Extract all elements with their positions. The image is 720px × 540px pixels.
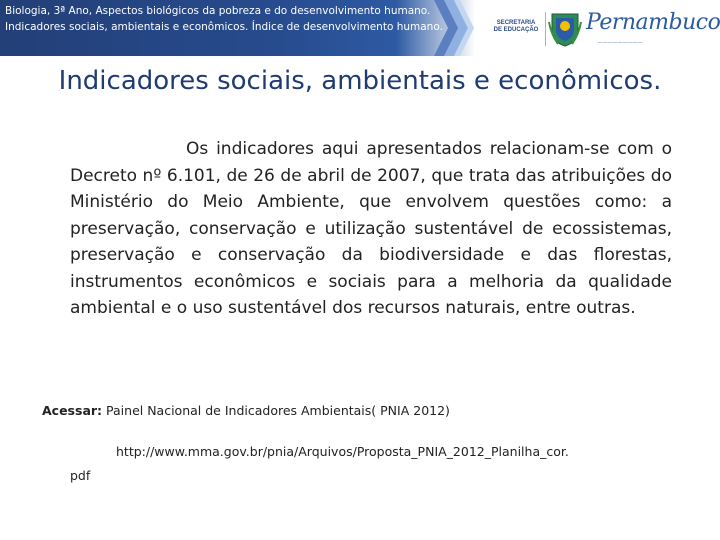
slide-title: Indicadores sociais, ambientais e econômicos. <box>58 66 662 96</box>
access-label: Acessar: <box>42 403 103 418</box>
access-line <box>42 403 450 418</box>
pnia-url-link[interactable]: http://www.mma.gov.br/pnia/Arquivos/Proposta_PNIA_2012_Planilha_cor. <box>116 444 569 459</box>
secretaria-educacao-logo <box>490 20 542 34</box>
header-breadcrumb: Biologia, 3ª Ano, Aspectos biológicos da pobreza e do desenvolvimento humano. Indicadores sociais, ambientais e econômicos. Índice de desenvolvimento humano. <box>5 5 443 33</box>
secretaria-line2: DE EDUCAÇÃO <box>493 27 539 33</box>
pernambuco-tagline: ————————— <box>598 40 643 45</box>
pnia-url-link-end[interactable]: pdf <box>70 468 91 483</box>
chevron-decoration-icon <box>434 0 474 56</box>
body-paragraph: Os indicadores aqui apresentados relacionam-se com o Decreto nº 6.101, de 26 de abril de 2007, que trata das atribuições do Ministério do Meio Ambiente, que envolvem questões como: a preservação, conservação e utilização sustentável de ecossistemas, preservação e conservação da biodiversidade e das florestas, instrumentos econômicos e sociais para a melhoria da qualidade ambiental e o uso sustentável dos recursos naturais, entre outras. <box>70 139 672 318</box>
pernambuco-wordmark: Pernambuco <box>586 10 720 35</box>
logo-divider <box>545 12 546 46</box>
government-logos <box>490 4 720 52</box>
coat-of-arms-icon <box>548 10 582 48</box>
access-link-text[interactable]: Painel Nacional de Indicadores Ambientais( PNIA 2012) <box>106 403 450 418</box>
secretaria-line1: SECRETARIA <box>496 20 536 26</box>
